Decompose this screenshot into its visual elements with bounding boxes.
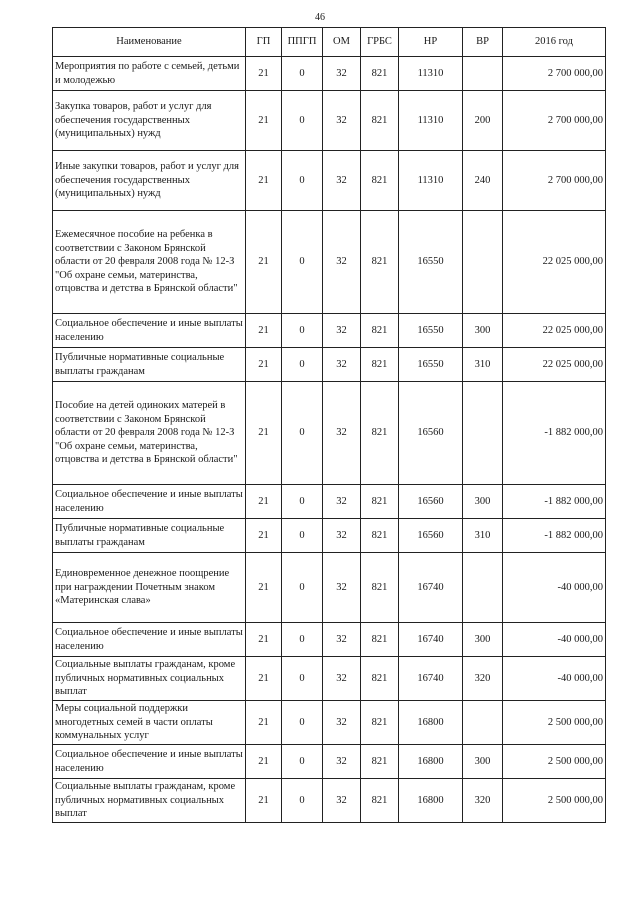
row-grbs: 821 (361, 745, 399, 779)
row-nr: 16740 (399, 657, 463, 701)
row-grbs: 821 (361, 57, 399, 91)
table-row (53, 657, 606, 701)
row-om: 32 (323, 314, 361, 348)
row-grbs: 821 (361, 151, 399, 211)
row-gp: 21 (246, 623, 282, 657)
row-amount: 2 500 000,00 (503, 745, 606, 779)
table-row (53, 701, 606, 745)
row-gp: 21 (246, 745, 282, 779)
column-header-vr: ВР (463, 28, 503, 57)
row-ppgp: 0 (282, 151, 323, 211)
column-header-ppgp: ППГП (282, 28, 323, 57)
row-vr: 320 (463, 657, 503, 701)
row-name: Социальные выплаты гражданам, кроме публичных нормативных социальных выплат (53, 657, 246, 701)
row-name: Социальные выплаты гражданам, кроме публичных нормативных социальных выплат (53, 779, 246, 823)
row-om: 32 (323, 348, 361, 382)
row-amount: -40 000,00 (503, 553, 606, 623)
row-grbs: 821 (361, 348, 399, 382)
row-vr: 320 (463, 779, 503, 823)
row-gp: 21 (246, 779, 282, 823)
row-name: Закупка товаров, работ и услуг для обеспечения государственных (муниципальных) нужд (53, 91, 246, 151)
row-vr: 300 (463, 485, 503, 519)
row-om: 32 (323, 657, 361, 701)
row-nr: 16800 (399, 701, 463, 745)
row-name: Публичные нормативные социальные выплаты гражданам (53, 519, 246, 553)
row-grbs: 821 (361, 211, 399, 314)
row-vr: 300 (463, 623, 503, 657)
row-om: 32 (323, 211, 361, 314)
row-grbs: 821 (361, 485, 399, 519)
row-ppgp: 0 (282, 211, 323, 314)
table-row (53, 151, 606, 211)
row-nr: 16800 (399, 779, 463, 823)
row-ppgp: 0 (282, 314, 323, 348)
row-gp: 21 (246, 151, 282, 211)
row-vr (463, 211, 503, 314)
column-header-om: ОМ (323, 28, 361, 57)
row-om: 32 (323, 701, 361, 745)
row-ppgp: 0 (282, 519, 323, 553)
row-name: Меры социальной поддержки многодетных семей в части оплаты коммунальных услуг (53, 701, 246, 745)
row-amount: -40 000,00 (503, 623, 606, 657)
row-gp: 21 (246, 701, 282, 745)
row-gp: 21 (246, 348, 282, 382)
row-nr: 16550 (399, 348, 463, 382)
row-gp: 21 (246, 314, 282, 348)
row-grbs: 821 (361, 623, 399, 657)
table-row (53, 57, 606, 91)
row-amount: 2 700 000,00 (503, 91, 606, 151)
row-name: Мероприятия по работе с семьей, детьми и молодежью (53, 57, 246, 91)
table-row (53, 382, 606, 485)
row-grbs: 821 (361, 91, 399, 151)
row-ppgp: 0 (282, 553, 323, 623)
row-vr (463, 57, 503, 91)
row-nr: 16550 (399, 211, 463, 314)
row-nr: 16560 (399, 382, 463, 485)
row-nr: 11310 (399, 151, 463, 211)
row-nr: 16740 (399, 623, 463, 657)
row-amount: -1 882 000,00 (503, 485, 606, 519)
row-nr: 16560 (399, 485, 463, 519)
row-gp: 21 (246, 657, 282, 701)
row-amount: 2 700 000,00 (503, 57, 606, 91)
row-gp: 21 (246, 211, 282, 314)
row-vr (463, 553, 503, 623)
row-vr: 300 (463, 745, 503, 779)
row-om: 32 (323, 57, 361, 91)
row-gp: 21 (246, 519, 282, 553)
row-amount: 2 700 000,00 (503, 151, 606, 211)
table-row (53, 519, 606, 553)
row-grbs: 821 (361, 657, 399, 701)
row-om: 32 (323, 485, 361, 519)
row-name: Единовременное денежное поощрение при награждении Почетным знаком «Материнская слава» (53, 553, 246, 623)
row-vr (463, 701, 503, 745)
row-om: 32 (323, 382, 361, 485)
table-header-row (53, 28, 606, 57)
column-header-name: Наименование (53, 28, 246, 57)
table-row (53, 779, 606, 823)
row-ppgp: 0 (282, 91, 323, 151)
row-ppgp: 0 (282, 57, 323, 91)
row-om: 32 (323, 91, 361, 151)
row-vr (463, 382, 503, 485)
table-row (53, 211, 606, 314)
column-header-grbs: ГРБС (361, 28, 399, 57)
row-name: Социальное обеспечение и иные выплаты населению (53, 485, 246, 519)
table-row (53, 348, 606, 382)
row-gp: 21 (246, 485, 282, 519)
row-amount: -1 882 000,00 (503, 519, 606, 553)
row-om: 32 (323, 151, 361, 211)
row-amount: 22 025 000,00 (503, 348, 606, 382)
row-nr: 16800 (399, 745, 463, 779)
table-row (53, 485, 606, 519)
row-vr: 310 (463, 519, 503, 553)
row-amount: 2 500 000,00 (503, 779, 606, 823)
row-grbs: 821 (361, 314, 399, 348)
row-gp: 21 (246, 382, 282, 485)
row-grbs: 821 (361, 519, 399, 553)
row-amount: 22 025 000,00 (503, 314, 606, 348)
row-name: Пособие на детей одиноких матерей в соответствии с Законом Брянской области от 20 февраля 2008 года № 12-З "Об охране семьи, материнства, отцовства и детства в Брянской области" (53, 382, 246, 485)
row-nr: 16560 (399, 519, 463, 553)
row-name: Иные закупки товаров, работ и услуг для обеспечения государственных (муниципальных) нужд (53, 151, 246, 211)
row-ppgp: 0 (282, 745, 323, 779)
row-vr: 310 (463, 348, 503, 382)
row-vr: 300 (463, 314, 503, 348)
row-grbs: 821 (361, 382, 399, 485)
row-amount: -1 882 000,00 (503, 382, 606, 485)
row-om: 32 (323, 519, 361, 553)
table-row (53, 314, 606, 348)
row-om: 32 (323, 553, 361, 623)
table-row (53, 745, 606, 779)
row-name: Социальное обеспечение и иные выплаты населению (53, 314, 246, 348)
column-header-gp: ГП (246, 28, 282, 57)
row-nr: 16740 (399, 553, 463, 623)
row-vr: 240 (463, 151, 503, 211)
row-nr: 11310 (399, 91, 463, 151)
row-om: 32 (323, 779, 361, 823)
row-amount: 2 500 000,00 (503, 701, 606, 745)
table-row (53, 623, 606, 657)
row-ppgp: 0 (282, 348, 323, 382)
row-grbs: 821 (361, 701, 399, 745)
row-name: Социальное обеспечение и иные выплаты населению (53, 745, 246, 779)
row-om: 32 (323, 745, 361, 779)
row-name: Социальное обеспечение и иные выплаты населению (53, 623, 246, 657)
row-ppgp: 0 (282, 485, 323, 519)
row-ppgp: 0 (282, 382, 323, 485)
row-amount: 22 025 000,00 (503, 211, 606, 314)
row-gp: 21 (246, 57, 282, 91)
table-row (53, 91, 606, 151)
budget-table (52, 27, 606, 823)
row-ppgp: 0 (282, 701, 323, 745)
row-ppgp: 0 (282, 779, 323, 823)
row-name: Ежемесячное пособие на ребенка в соответствии с Законом Брянской области от 20 февраля 2008 года № 12-З "Об охране семьи, материнства, отцовства и детства в Брянской области" (53, 211, 246, 314)
row-name: Публичные нормативные социальные выплаты гражданам (53, 348, 246, 382)
table-row (53, 553, 606, 623)
row-ppgp: 0 (282, 623, 323, 657)
column-header-amount: 2016 год (503, 28, 606, 57)
row-nr: 16550 (399, 314, 463, 348)
row-nr: 11310 (399, 57, 463, 91)
row-grbs: 821 (361, 779, 399, 823)
page-number: 46 (315, 12, 325, 23)
column-header-nr: НР (399, 28, 463, 57)
row-grbs: 821 (361, 553, 399, 623)
row-amount: -40 000,00 (503, 657, 606, 701)
row-om: 32 (323, 623, 361, 657)
row-vr: 200 (463, 91, 503, 151)
row-gp: 21 (246, 553, 282, 623)
row-ppgp: 0 (282, 657, 323, 701)
row-gp: 21 (246, 91, 282, 151)
